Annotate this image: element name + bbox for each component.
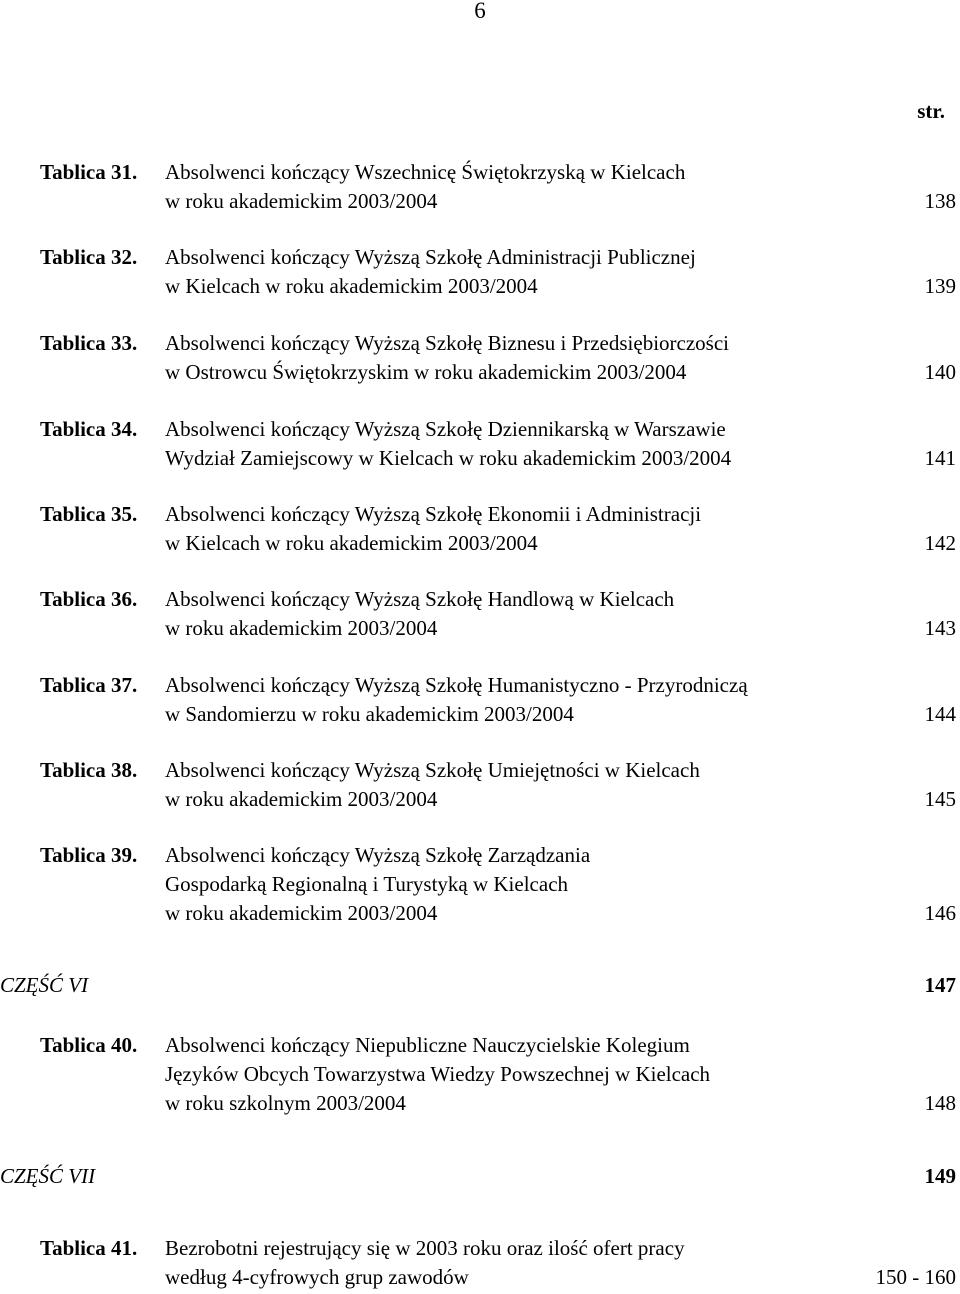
entry-title-line: Wydział Zamiejscowy w Kielcach w roku akademickim 2003/2004 bbox=[165, 446, 732, 470]
entry-page-number: 146 bbox=[924, 901, 956, 925]
entry-title-line: w roku akademickim 2003/2004 bbox=[165, 901, 438, 925]
entry-label: Tablica 35. bbox=[40, 502, 138, 526]
page-number: 6 bbox=[474, 0, 486, 23]
entry-page-number: 150 - 160 bbox=[875, 1265, 956, 1289]
toc-entry-tablica-37[interactable] bbox=[40, 671, 956, 729]
toc-entry-tablica-41[interactable] bbox=[40, 1234, 956, 1292]
toc-entry-tablica-32[interactable] bbox=[40, 243, 956, 301]
toc-entry-tablica-34[interactable] bbox=[40, 415, 956, 473]
part-heading-vii[interactable] bbox=[0, 1162, 956, 1192]
toc-entry-tablica-39[interactable] bbox=[40, 841, 956, 928]
toc-entry-tablica-40[interactable] bbox=[40, 1031, 956, 1118]
entry-title-line: w roku akademickim 2003/2004 bbox=[165, 787, 438, 811]
toc-entry-tablica-38[interactable] bbox=[40, 756, 956, 814]
entry-label: Tablica 32. bbox=[40, 245, 138, 269]
entry-page-number: 141 bbox=[924, 446, 956, 470]
part-page-number: 149 bbox=[924, 1164, 956, 1188]
toc-entry-tablica-31[interactable] bbox=[40, 158, 956, 216]
entry-title-line: w Ostrowcu Świętokrzyskim w roku akademickim 2003/2004 bbox=[165, 360, 687, 384]
entry-label: Tablica 31. bbox=[40, 160, 138, 184]
entry-page-number: 145 bbox=[924, 787, 956, 811]
entry-title-line: w Kielcach w roku akademickim 2003/2004 bbox=[165, 531, 538, 555]
toc-entry-tablica-33[interactable] bbox=[40, 329, 956, 387]
entry-page-number: 148 bbox=[924, 1091, 956, 1115]
entry-label: Tablica 34. bbox=[40, 417, 138, 441]
entry-page-number: 138 bbox=[924, 189, 956, 213]
entry-label: Tablica 41. bbox=[40, 1236, 138, 1260]
entry-label: Tablica 36. bbox=[40, 587, 138, 611]
entry-title-line: w Kielcach w roku akademickim 2003/2004 bbox=[165, 274, 538, 298]
entry-label: Tablica 38. bbox=[40, 758, 138, 782]
entry-title-line: Absolwenci kończący Wyższą Szkołę Humanistyczno - Przyrodniczą bbox=[165, 673, 748, 697]
entry-label: Tablica 40. bbox=[40, 1033, 138, 1057]
entry-title-line: Bezrobotni rejestrujący się w 2003 roku oraz ilość ofert pracy bbox=[165, 1236, 685, 1260]
entry-title-line: w roku akademickim 2003/2004 bbox=[165, 616, 438, 640]
entry-title-line: Absolwenci kończący Wyższą Szkołę Biznesu i Przedsiębiorczości bbox=[165, 331, 729, 355]
entry-page-number: 140 bbox=[924, 360, 956, 384]
part-heading-vi[interactable] bbox=[0, 971, 956, 1001]
entry-title-line: Absolwenci kończący Wyższą Szkołę Zarządzania bbox=[165, 843, 591, 867]
entry-title-line: w roku akademickim 2003/2004 bbox=[165, 189, 438, 213]
toc-entry-tablica-35[interactable] bbox=[40, 500, 956, 558]
entry-title-line: Gospodarką Regionalną i Turystyką w Kielcach bbox=[165, 872, 569, 896]
entry-title-line: Absolwenci kończący Wyższą Szkołę Administracji Publicznej bbox=[165, 245, 696, 269]
entry-label: Tablica 33. bbox=[40, 331, 138, 355]
entry-title-line: w Sandomierzu w roku akademickim 2003/2004 bbox=[165, 702, 574, 726]
entry-title-line: w roku szkolnym 2003/2004 bbox=[165, 1091, 406, 1115]
entry-title-line: Absolwenci kończący Wyższą Szkołę Handlową w Kielcach bbox=[165, 587, 675, 611]
entry-title-line: Absolwenci kończący Niepubliczne Nauczycielskie Kolegium bbox=[165, 1033, 690, 1057]
entry-label: Tablica 37. bbox=[40, 673, 138, 697]
page-column-header: str. bbox=[917, 99, 945, 123]
toc-entry-tablica-36[interactable] bbox=[40, 585, 956, 643]
entry-page-number: 139 bbox=[924, 274, 956, 298]
entry-title-line: według 4-cyfrowych grup zawodów bbox=[165, 1265, 469, 1289]
part-title: CZĘŚĆ VII bbox=[0, 1164, 96, 1188]
entry-title-line: Absolwenci kończący Wyższą Szkołę Umiejętności w Kielcach bbox=[165, 758, 700, 782]
part-title: CZĘŚĆ VI bbox=[0, 973, 89, 997]
entry-title-line: Absolwenci kończący Wszechnicę Świętokrzyską w Kielcach bbox=[165, 160, 686, 184]
entry-title-line: Absolwenci kończący Wyższą Szkołę Ekonomii i Administracji bbox=[165, 502, 702, 526]
entry-label: Tablica 39. bbox=[40, 843, 138, 867]
entry-title-line: Języków Obcych Towarzystwa Wiedzy Powszechnej w Kielcach bbox=[165, 1062, 711, 1086]
part-page-number: 147 bbox=[924, 973, 956, 997]
entry-page-number: 142 bbox=[924, 531, 956, 555]
entry-title-line: Absolwenci kończący Wyższą Szkołę Dziennikarską w Warszawie bbox=[165, 417, 726, 441]
entry-page-number: 144 bbox=[924, 702, 956, 726]
entry-page-number: 143 bbox=[924, 616, 956, 640]
